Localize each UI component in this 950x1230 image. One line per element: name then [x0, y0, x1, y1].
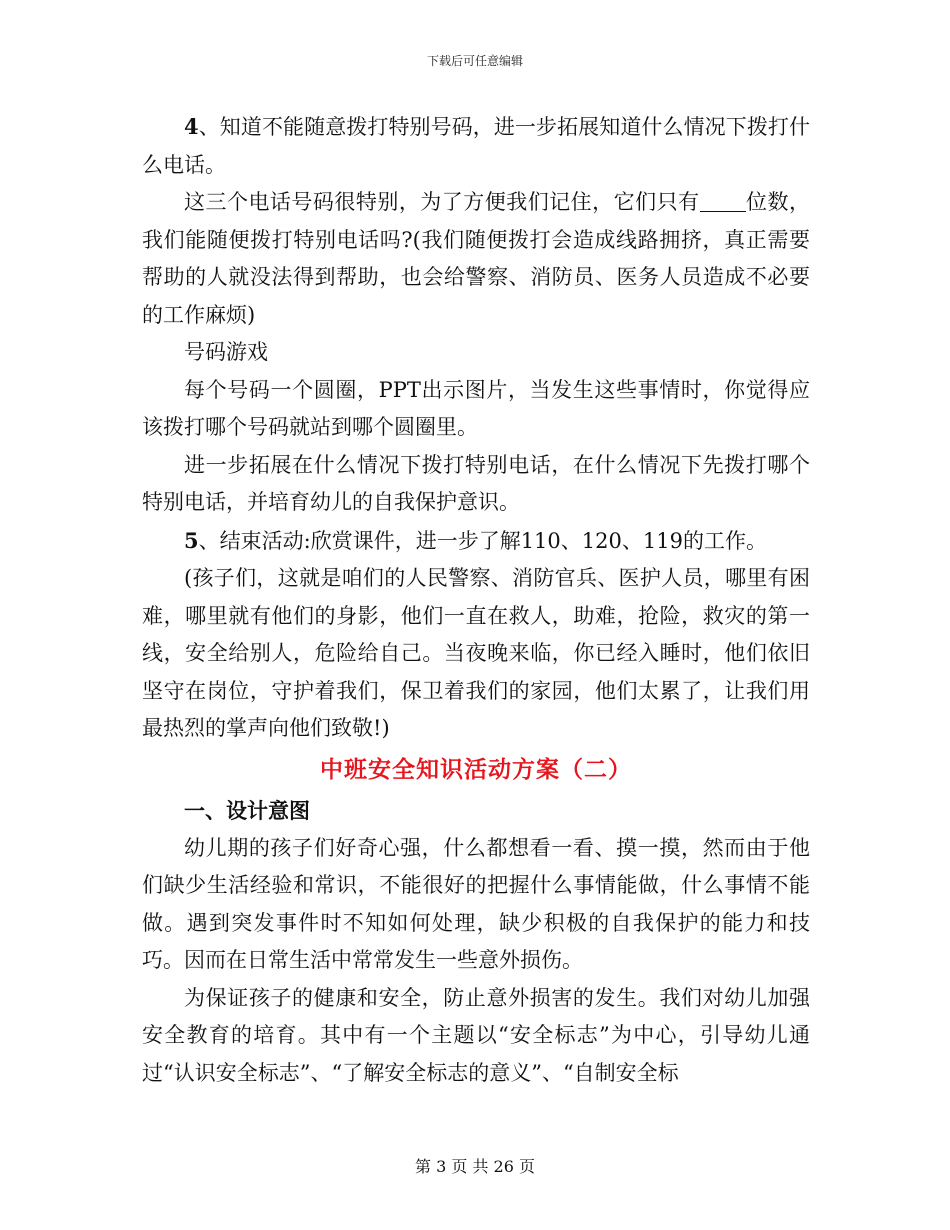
section-heading: 一、设计意图 [184, 797, 310, 823]
page-header: 下载后可任意编辑 [426, 54, 523, 68]
paragraph-game-title: 号码游戏 [184, 340, 268, 364]
paragraph-text: 位数，我们能随便拨打特别电话吗?(我们随便拨打会造成线路拥挤，真正需要帮助的人就没法得到帮助，也会给警察、消防员、医务人员造成不必要的工作麻烦) [142, 190, 811, 327]
paragraph-design-intent: 幼儿期的孩子们好奇心强，什么都想看一看、摸一摸，然而由于他们缺少生活经验和常识，不能很好的把握什么事情能做，什么事情不能做。遇到突发事件时不知如何处理，缺少积极的自我保护的能力和技巧。因而在日常生活中常常发生一些意外损伤。 [142, 835, 810, 972]
page-footer: 第 3 页 共 26 页 [415, 1157, 535, 1176]
paragraph-game-desc: 每个号码一个圆圈，PPT出示图片，当发生这些事情时，你觉得应该拨打哪个号码就站到哪个圆圈里。 [142, 377, 810, 439]
paragraph-text: 、结束活动:欣赏课件，进一步了解110、120、119的工作。 [198, 528, 767, 553]
paragraph-tribute: (孩子们，这就是咱们的人民警察、消防官兵、医护人员，哪里有困难，哪里就有他们的身影，他们一直在救人，助难，抢险，救灾的第一线，安全给别人，危险给自己。当夜晚来临，你已经入睡时，他们依旧坚守在岗位，守护着我们，保卫着我们的家园，他们太累了，让我们用最热烈的掌声向他们致敬!) [142, 566, 810, 740]
paragraph-step-5 [142, 522, 810, 561]
step-number: 5 [184, 527, 199, 553]
paragraph-text: 、知道不能随意拨打特别号码，进一步拓展知道什么情况下拨打什么电话。 [142, 115, 810, 177]
section-title: 中班安全知识活动方案（二） [320, 755, 632, 783]
paragraph-phone-digits [142, 184, 810, 334]
step-number: 4 [184, 114, 199, 139]
paragraph-safety-education: 为保证孩子的健康和安全，防止意外损害的发生。我们对幼儿加强安全教育的培育。其中有一个主题以“安全标志”为中心，引导幼儿通过“认识安全标志”、“了解安全标志的意义”、“自制安全标 [142, 985, 810, 1085]
paragraph-extension: 进一步拓展在什么情况下拨打特别电话，在什么情况下先拨打哪个特别电话，并培育幼儿的自我保护意识。 [142, 452, 810, 514]
document-body [142, 108, 810, 1092]
paragraph-text: 这三个电话号码很特别，为了方便我们记住，它们只有 [184, 190, 700, 214]
fill-in-blank [700, 191, 746, 212]
paragraph-step-4 [142, 108, 810, 184]
